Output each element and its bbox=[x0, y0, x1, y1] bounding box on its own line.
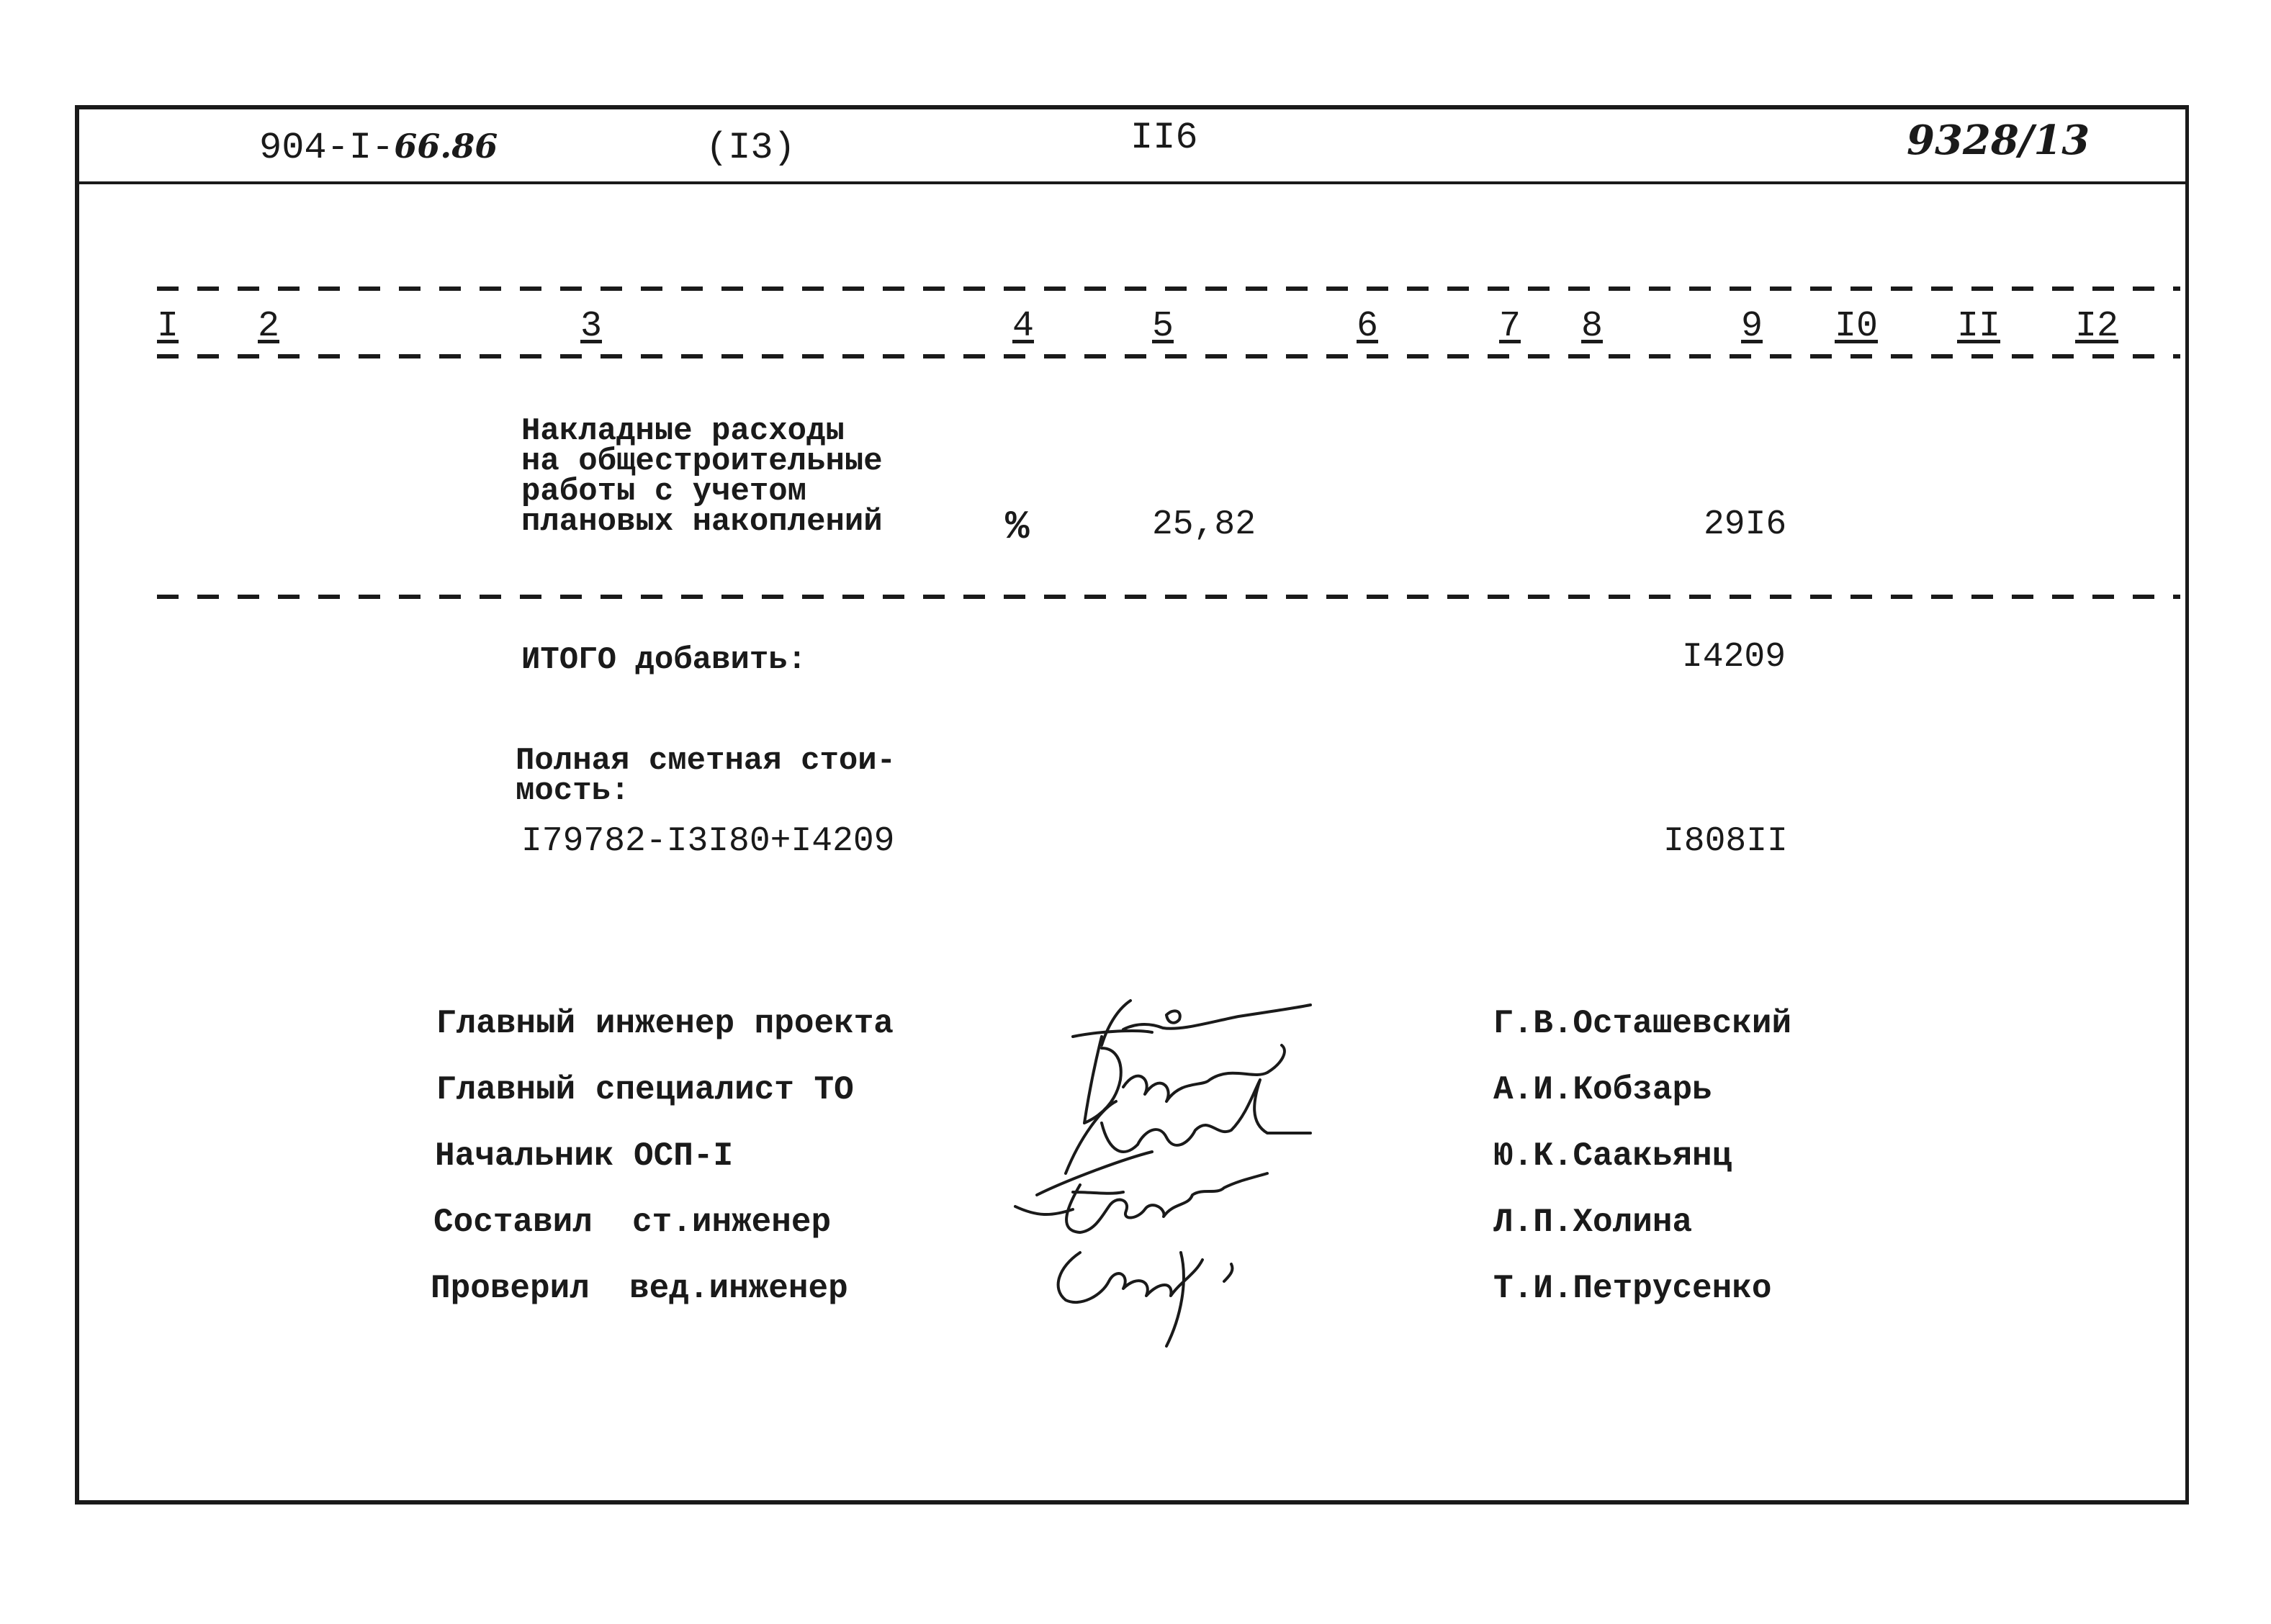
signature-stroke bbox=[1066, 1080, 1310, 1173]
dashed-rule-columns bbox=[157, 354, 2180, 358]
column-number: II bbox=[1957, 306, 2001, 347]
full-cost-line: мость: bbox=[516, 773, 630, 809]
overhead-line: работы с учетом bbox=[521, 474, 807, 510]
page-number: II6 bbox=[1130, 117, 1198, 159]
signatory-name: Т.И.Петрусенко bbox=[1493, 1270, 1772, 1307]
column-number: 6 bbox=[1357, 306, 1379, 347]
handwritten-signatures bbox=[994, 979, 1426, 1382]
column-number: I2 bbox=[2075, 306, 2119, 347]
signature-stroke bbox=[1224, 1264, 1233, 1281]
inventory-number: 9328/13 bbox=[1907, 117, 2090, 164]
signature-stroke bbox=[1166, 1011, 1180, 1022]
signatory-name: Г.В.Осташевский bbox=[1493, 1005, 1792, 1042]
dashed-rule-top bbox=[157, 287, 2180, 291]
overhead-line: на общестроительные bbox=[521, 443, 883, 479]
signature-stroke bbox=[1037, 1152, 1152, 1195]
full-cost-formula: I79782-I3I80+I4209 bbox=[521, 822, 895, 861]
overhead-rate: 25,82 bbox=[1152, 505, 1256, 544]
full-cost-line: Полная сметная стои- bbox=[516, 743, 896, 779]
document-code: 904-I-66.86 bbox=[259, 127, 498, 169]
signature-stroke bbox=[1058, 1253, 1202, 1346]
column-number: 3 bbox=[580, 306, 603, 347]
column-number: 7 bbox=[1499, 306, 1521, 347]
signatory-name: А.И.Кобзарь bbox=[1493, 1071, 1712, 1109]
dashed-rule-subtotal bbox=[157, 595, 2180, 599]
column-number: 8 bbox=[1581, 306, 1604, 347]
signatory-title: Проверил вед.инженер bbox=[431, 1270, 848, 1307]
total-add-amount: I4209 bbox=[1682, 638, 1786, 677]
overhead-description bbox=[521, 413, 883, 540]
total-add-label: ИТОГО добавить: bbox=[521, 642, 807, 678]
full-cost-amount: I808II bbox=[1663, 822, 1788, 861]
signature-stroke bbox=[1102, 1001, 1310, 1045]
column-number: I bbox=[157, 306, 179, 347]
full-cost-label bbox=[516, 743, 896, 809]
column-number: 9 bbox=[1741, 306, 1763, 347]
signatory-title: Составил ст.инженер bbox=[433, 1204, 832, 1241]
signatory-name: Ю.К.Саакьянц bbox=[1493, 1137, 1732, 1175]
signatory-title: Начальник ОСП-I bbox=[435, 1137, 734, 1175]
column-number: 2 bbox=[258, 306, 280, 347]
signature-stroke bbox=[1073, 1192, 1123, 1194]
overhead-line: Накладные расходы bbox=[521, 413, 845, 449]
overhead-line: плановых накоплений bbox=[521, 504, 883, 540]
signatory-name: Л.П.Холина bbox=[1493, 1204, 1693, 1241]
overhead-unit: % bbox=[1005, 504, 1030, 550]
overhead-amount: 29I6 bbox=[1704, 505, 1787, 544]
header-rule bbox=[79, 181, 2186, 184]
signature-stroke bbox=[1015, 1173, 1267, 1232]
column-number: I0 bbox=[1835, 306, 1879, 347]
signatory-title: Главный инженер проекта bbox=[436, 1005, 894, 1042]
section-number: (I3) bbox=[706, 127, 796, 169]
signature-stroke bbox=[1123, 1045, 1285, 1101]
signatory-title: Главный специалист ТО bbox=[436, 1071, 854, 1109]
column-number: 5 bbox=[1152, 306, 1174, 347]
column-number: 4 bbox=[1012, 306, 1035, 347]
